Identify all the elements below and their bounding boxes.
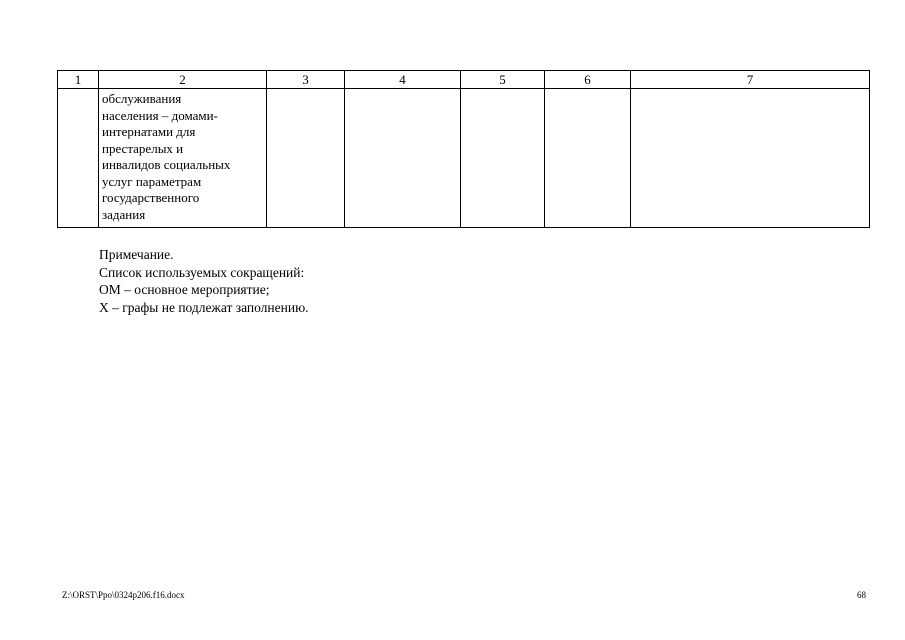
table-cell-7 <box>631 89 870 228</box>
column-header-4: 4 <box>345 71 461 89</box>
column-header-7: 7 <box>631 71 870 89</box>
table-cell-2 <box>99 89 267 228</box>
notes-block <box>99 246 309 316</box>
column-header-2: 2 <box>99 71 267 89</box>
note-title: Примечание. <box>99 247 174 262</box>
cell-text-line: инвалидов социальных <box>102 157 231 172</box>
footer-file-path: Z:\ORST\Ppo\0324p206.f16.docx <box>62 590 185 600</box>
table-cell-3 <box>267 89 345 228</box>
cell-text-line: обслуживания <box>102 91 182 106</box>
abbreviation-x: Х – графы не подлежат заполнению. <box>99 299 309 315</box>
cell-text-line: задания <box>102 206 146 222</box>
cell-text-line: услуг параметрам <box>102 173 202 189</box>
table-row <box>58 89 870 228</box>
cell-text-line: населения – домами- <box>102 107 218 123</box>
table-cell-1 <box>58 89 99 228</box>
page-number: 68 <box>857 590 866 600</box>
abbreviations-heading: Список используемых сокращений: <box>99 264 305 280</box>
column-header-6: 6 <box>545 71 631 89</box>
cell-text-line: престарелых и <box>102 140 184 156</box>
table-cell-6 <box>545 89 631 228</box>
column-header-3: 3 <box>267 71 345 89</box>
abbreviation-om: ОМ – основное мероприятие; <box>99 282 270 297</box>
column-header-1: 1 <box>58 71 99 89</box>
column-header-5: 5 <box>461 71 545 89</box>
document-table <box>57 70 870 228</box>
table-cell-5 <box>461 89 545 228</box>
cell-text-line: государственного <box>102 190 200 205</box>
table-header-row <box>58 71 870 89</box>
table-cell-4 <box>345 89 461 228</box>
cell-text-line: интернатами для <box>102 124 196 139</box>
